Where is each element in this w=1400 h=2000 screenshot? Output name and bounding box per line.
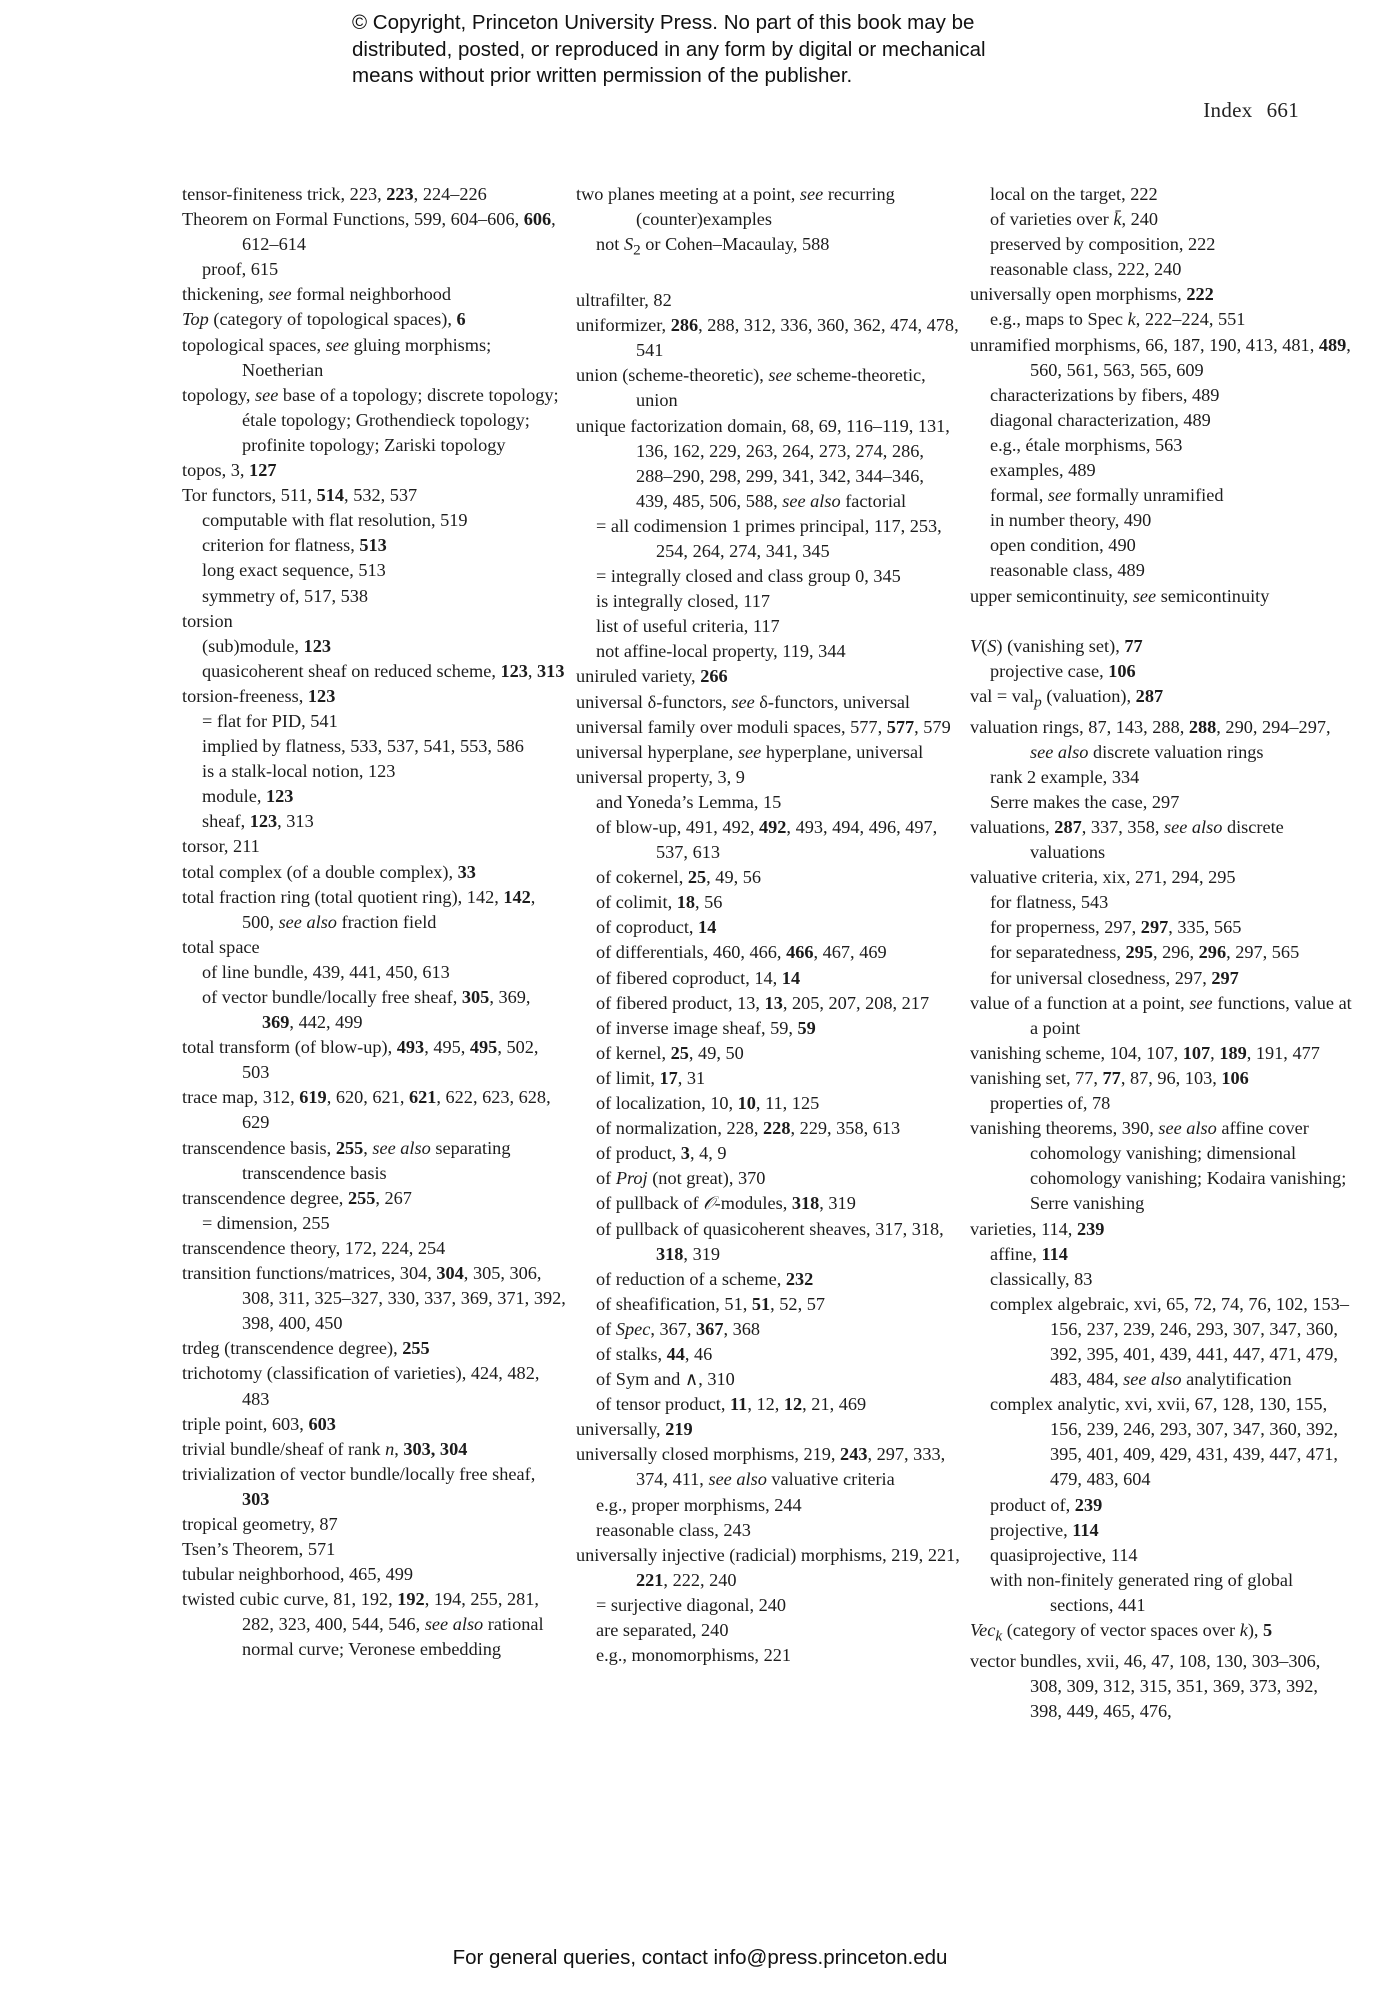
index-subentry: complex algebraic, xvi, 65, 72, 74, 76, 102, 153–156, 237, 239, 246, 293, 307, 347, 360, 392, 395, 401, 439, 441, 447, 471, 479, 483, 484, see also analytification <box>990 1293 1349 1390</box>
index-entry: upper semicontinuity, see semicontinuity <box>970 585 1270 606</box>
index-entry: tropical geometry, 87 <box>182 1513 338 1534</box>
copyright-line: means without prior written permission of the publisher. <box>352 64 853 87</box>
index-subentry: reasonable class, 489 <box>990 560 1145 581</box>
index-entry: trace map, 312, 619, 620, 621, 621, 622, 623, 628, 629 <box>182 1087 551 1133</box>
index-subentry: implied by flatness, 533, 537, 541, 553, 586 <box>202 736 524 757</box>
index-entry: trichotomy (classification of varieties), 424, 482, 483 <box>182 1363 540 1409</box>
index-subentry: local on the target, 222 <box>990 184 1158 204</box>
index-column-2 <box>576 182 960 1668</box>
index-subentry: product of, 239 <box>990 1494 1103 1515</box>
index-entry: union (scheme-theoretic), see scheme-theoretic, union <box>576 365 926 411</box>
index-subentry: and Yoneda’s Lemma, 15 <box>596 791 782 812</box>
index-subentry: complex analytic, xvi, xvii, 67, 128, 130, 155, 156, 239, 246, 293, 307, 347, 360, 392, 395, 401, 409, 429, 431, 439, 447, 471, 479, 483, 604 <box>990 1394 1338 1490</box>
index-subentry: for properness, 297, 297, 335, 565 <box>990 917 1242 938</box>
index-subentry: of varieties over k̄, 240 <box>990 209 1159 230</box>
copyright-notice <box>352 10 1112 90</box>
index-subentry: open condition, 490 <box>990 535 1136 556</box>
copyright-line: distributed, posted, or reproduced in any form by digital or mechanical <box>352 37 986 61</box>
index-entry: vanishing set, 77, 77, 87, 96, 103, 106 <box>970 1067 1249 1088</box>
copyright-line: © Copyright, Princeton University Press. No part of this book may be <box>352 11 975 34</box>
index-subentry: e.g., proper morphisms, 244 <box>596 1494 802 1515</box>
index-subentry: long exact sequence, 513 <box>202 560 386 581</box>
index-entry: transition functions/matrices, 304, 304, 305, 306, 308, 311, 325–327, 330, 337, 369, 371, 392, 398, 400, 450 <box>182 1263 566 1334</box>
index-entry: total fraction ring (total quotient ring), 142, 142, 500, see also fraction field <box>182 886 536 932</box>
index-column-3 <box>970 182 1354 1724</box>
index-subentry: Serre makes the case, 297 <box>990 791 1180 812</box>
index-subentry: of cokernel, 25, 49, 56 <box>596 867 761 888</box>
index-entry: Tsen’s Theorem, 571 <box>182 1539 336 1560</box>
index-subentry: of pullback of 𝒪-modules, 318, 319 <box>596 1193 856 1214</box>
index-subentry: of vector bundle/locally free sheaf, 305, 369, 369, 442, 499 <box>202 987 531 1033</box>
index-subentry: affine, 114 <box>990 1243 1068 1264</box>
index-entry: topological spaces, see gluing morphisms; Noetherian <box>182 334 492 380</box>
index-entry: uniruled variety, 266 <box>576 666 728 687</box>
index-subentry: = integrally closed and class group 0, 345 <box>596 566 901 587</box>
index-subentry: of fibered product, 13, 13, 205, 207, 208, 217 <box>596 992 930 1013</box>
index-subentry: e.g., monomorphisms, 221 <box>596 1645 791 1666</box>
index-entry: transcendence theory, 172, 224, 254 <box>182 1237 446 1258</box>
index-subentry: of tensor product, 11, 12, 12, 21, 469 <box>596 1394 867 1415</box>
index-subentry: of Sym and ∧, 310 <box>596 1369 735 1390</box>
index-column-1 <box>182 182 566 1663</box>
index-subentry: preserved by composition, 222 <box>990 234 1216 255</box>
index-subentry: module, 123 <box>202 786 294 807</box>
index-entry: vector bundles, xvii, 46, 47, 108, 130, 303–306, 308, 309, 312, 315, 351, 369, 373, 392, 398, 449, 465, 476, <box>970 1650 1321 1721</box>
index-entry: value of a function at a point, see functions, value at a point <box>970 992 1352 1038</box>
index-entry: topos, 3, 127 <box>182 460 277 481</box>
index-subentry: quasicoherent sheaf on reduced scheme, 123, 313 <box>202 660 565 681</box>
header-label: Index <box>1203 98 1253 122</box>
index-subentry: in number theory, 490 <box>990 510 1152 531</box>
index-entry: topology, see base of a topology; discrete topology; étale topology; Grothendieck topology; profinite topology; Zariski topology <box>182 384 559 455</box>
index-entry: uniformizer, 286, 288, 312, 336, 360, 362, 474, 478, 541 <box>576 315 959 361</box>
page-number: 661 <box>1266 98 1299 122</box>
index-entry: torsor, 211 <box>182 836 260 857</box>
index-subentry: of Proj (not great), 370 <box>596 1168 766 1189</box>
index-subentry: of differentials, 460, 466, 466, 467, 469 <box>596 942 887 963</box>
index-entry: torsion <box>182 610 233 631</box>
index-entry: universal family over moduli spaces, 577, 577, 579 <box>576 716 951 737</box>
index-entry: unique factorization domain, 68, 69, 116–119, 131, 136, 162, 229, 263, 264, 273, 274, 286, 288–290, 298, 299, 341, 342, 344–346, 439, 485, 506, 588, see also factorial <box>576 415 950 511</box>
index-subentry: for flatness, 543 <box>990 892 1109 913</box>
index-entry: Top (category of topological spaces), 6 <box>182 309 466 330</box>
index-entry: universally injective (radicial) morphisms, 219, 221, 221, 222, 240 <box>576 1544 960 1590</box>
index-subentry: of localization, 10, 10, 11, 125 <box>596 1093 820 1114</box>
index-subentry: of fibered coproduct, 14, 14 <box>596 967 801 988</box>
index-subentry: (sub)module, 123 <box>202 635 331 656</box>
index-subentry: of inverse image sheaf, 59, 59 <box>596 1017 816 1038</box>
index-subentry: list of useful criteria, 117 <box>596 616 780 637</box>
index-subentry: of colimit, 18, 56 <box>596 892 723 913</box>
index-subentry: characterizations by fibers, 489 <box>990 384 1220 405</box>
index-subentry: of normalization, 228, 228, 229, 358, 613 <box>596 1118 901 1139</box>
index-subentry: not $S_2$ or Cohen–Macaulay, 588 <box>596 234 830 259</box>
index-entry: universally, 219 <box>576 1419 693 1440</box>
index-subentry: is integrally closed, 117 <box>596 591 770 612</box>
index-subentry: reasonable class, 222, 240 <box>990 259 1182 280</box>
index-subentry: classically, 83 <box>990 1268 1093 1289</box>
index-entry: val = val$_p$ (valuation), 287 <box>970 685 1164 711</box>
index-subentry: of sheafification, 51, 51, 52, 57 <box>596 1293 825 1314</box>
index-subentry: of line bundle, 439, 441, 450, 613 <box>202 961 450 982</box>
index-entry: two planes meeting at a point, see recurring (counter)examples <box>576 184 895 230</box>
index-subentry: not affine-local property, 119, 344 <box>596 641 846 662</box>
index-entry: trdeg (transcendence degree), 255 <box>182 1338 430 1359</box>
running-header <box>1189 98 1299 123</box>
index-subentry: symmetry of, 517, 538 <box>202 585 369 606</box>
index-entry: total space <box>182 936 260 957</box>
index-entry: total complex (of a double complex), 33 <box>182 861 476 882</box>
index-entry: Theorem on Formal Functions, 599, 604–606, 606, 612–614 <box>182 209 556 255</box>
index-entry: transcendence basis, 255, see also separating transcendence basis <box>182 1137 511 1183</box>
index-subentry: of Spec, 367, 367, 368 <box>596 1318 761 1339</box>
index-subentry: proof, 615 <box>202 259 279 280</box>
index-subentry: sheaf, 123, 313 <box>202 811 314 832</box>
index-subentry: projective, 114 <box>990 1519 1099 1540</box>
index-subentry: examples, 489 <box>990 460 1096 481</box>
index-subentry: = flat for PID, 541 <box>202 710 338 731</box>
footer-contact: For general queries, contact info@press.princeton.edu <box>452 1946 948 1969</box>
index-entry: universal property, 3, 9 <box>576 766 745 787</box>
index-subentry: projective case, 106 <box>990 660 1136 681</box>
index-entry: universally closed morphisms, 219, 243, 297, 333, 374, 411, see also valuative criteria <box>576 1444 946 1490</box>
index-entry: twisted cubic curve, 81, 192, 192, 194, 255, 281, 282, 323, 400, 544, 546, see also rational normal curve; Veronese embedding <box>182 1589 544 1660</box>
index-entry: valuation rings, 87, 143, 288, 288, 290, 294–297, see also discrete valuation rings <box>970 716 1331 762</box>
index-entry: trivialization of vector bundle/locally free sheaf, 303 <box>182 1463 536 1509</box>
index-entry: total transform (of blow-up), 493, 495, 495, 502, 503 <box>182 1037 539 1083</box>
index-entry: V(S) (vanishing set), 77 <box>970 635 1143 656</box>
index-subentry: with non-finitely generated ring of global sections, 441 <box>990 1569 1294 1615</box>
index-entry: tensor-finiteness trick, 223, 223, 224–226 <box>182 184 487 204</box>
index-entry: universal δ-functors, see δ-functors, universal <box>576 691 911 712</box>
index-entry: Vec$_k$ (category of vector spaces over k), 5 <box>970 1620 1273 1645</box>
index-subentry: of blow-up, 491, 492, 492, 493, 494, 496, 497, 537, 613 <box>596 817 938 863</box>
index-entry: tubular neighborhood, 465, 499 <box>182 1564 414 1585</box>
index-subentry: is a stalk-local notion, 123 <box>202 761 396 782</box>
index-subentry: reasonable class, 243 <box>596 1519 751 1540</box>
index-subentry: of stalks, 44, 46 <box>596 1343 713 1364</box>
index-subentry: criterion for flatness, 513 <box>202 535 387 556</box>
index-entry: vanishing scheme, 104, 107, 107, 189, 191, 477 <box>970 1042 1320 1063</box>
index-entry: triple point, 603, 603 <box>182 1413 336 1434</box>
index-subentry: for separatedness, 295, 296, 296, 297, 565 <box>990 942 1300 963</box>
index-subentry: diagonal characterization, 489 <box>990 409 1211 430</box>
index-entry: universally open morphisms, 222 <box>970 284 1214 305</box>
index-subentry: for universal closedness, 297, 297 <box>990 967 1239 988</box>
index-subentry: = dimension, 255 <box>202 1212 330 1233</box>
index-subentry: of coproduct, 14 <box>596 917 717 938</box>
index-entry: ultrafilter, 82 <box>576 290 672 311</box>
index-entry: vanishing theorems, 390, see also affine cover cohomology vanishing; dimensional cohomology vanishing; Kodaira vanishing; Serre vanishing <box>970 1118 1347 1214</box>
index-entry: universal hyperplane, see hyperplane, universal <box>576 741 924 762</box>
index-entry: valuations, 287, 337, 358, see also discrete valuations <box>970 817 1284 863</box>
index-entry: varieties, 114, 239 <box>970 1218 1105 1239</box>
index-entry: Tor functors, 511, 514, 532, 537 <box>182 485 418 506</box>
index-entry: thickening, see formal neighborhood <box>182 284 452 305</box>
index-subentry: computable with flat resolution, 519 <box>202 510 468 531</box>
index-subentry: = surjective diagonal, 240 <box>596 1594 787 1615</box>
index-subentry: of limit, 17, 31 <box>596 1067 706 1088</box>
index-subentry: of product, 3, 4, 9 <box>596 1143 727 1164</box>
index-entry: unramified morphisms, 66, 187, 190, 413, 481, 489, 560, 561, 563, 565, 609 <box>970 334 1351 380</box>
index-entry: torsion-freeness, 123 <box>182 685 336 706</box>
index-subentry: rank 2 example, 334 <box>990 766 1140 787</box>
index-subentry: e.g., maps to Spec k, 222–224, 551 <box>990 309 1246 330</box>
index-subentry: e.g., étale morphisms, 563 <box>990 434 1183 455</box>
index-subentry: properties of, 78 <box>990 1093 1111 1114</box>
index-subentry: are separated, 240 <box>596 1620 729 1640</box>
index-subentry: = all codimension 1 primes principal, 117, 253, 254, 264, 274, 341, 345 <box>596 515 942 561</box>
index-subentry: quasiprojective, 114 <box>990 1544 1138 1565</box>
index-entry: transcendence degree, 255, 267 <box>182 1187 412 1208</box>
index-subentry: of kernel, 25, 49, 50 <box>596 1042 744 1063</box>
index-subentry: of reduction of a scheme, 232 <box>596 1268 814 1289</box>
index-subentry: of pullback of quasicoherent sheaves, 317, 318, 318, 319 <box>596 1218 944 1264</box>
index-subentry: formal, see formally unramified <box>990 485 1224 506</box>
index-entry: trivial bundle/sheaf of rank n, 303, 304 <box>182 1438 468 1459</box>
index-entry: valuative criteria, xix, 271, 294, 295 <box>970 867 1236 888</box>
